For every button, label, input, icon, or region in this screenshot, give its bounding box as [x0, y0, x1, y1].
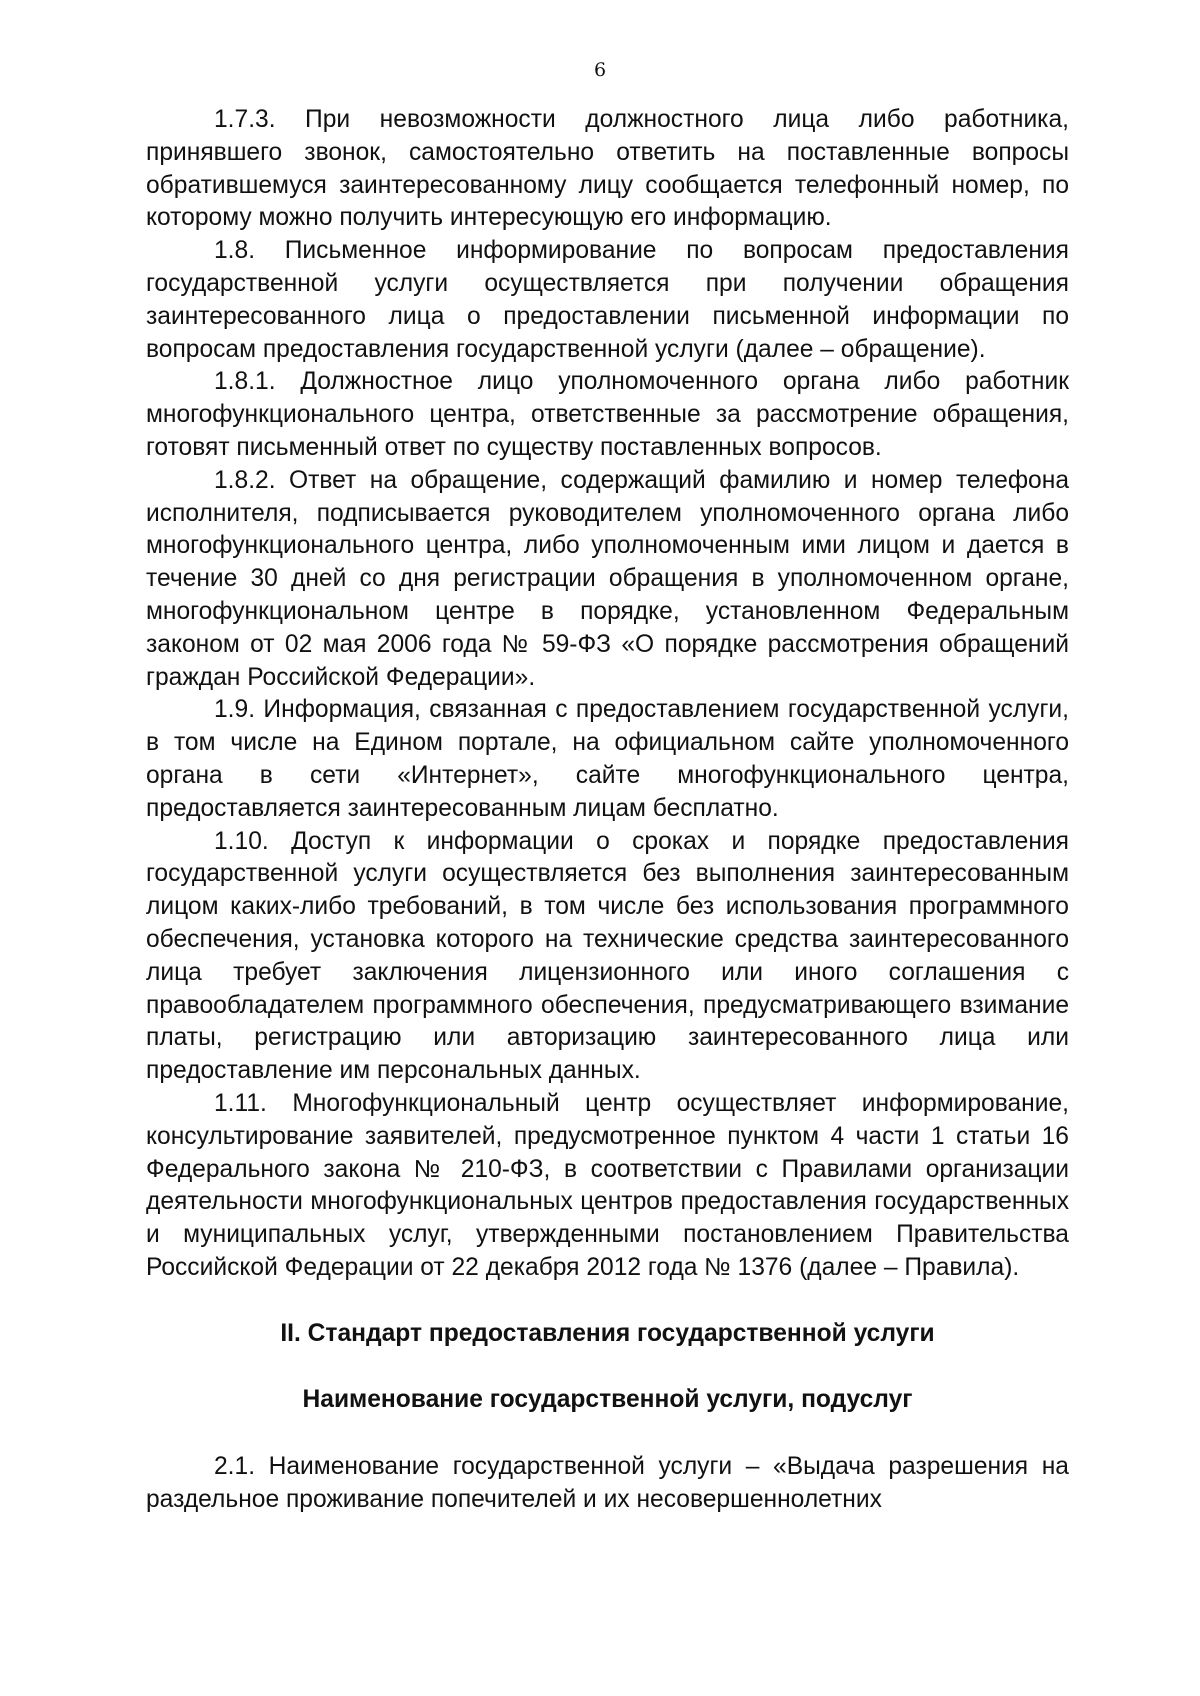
document-body: [146, 104, 1069, 1517]
paragraph-1-8-2: 1.8.2. Ответ на обращение, содержащий фамилию и номер телефона исполнителя, подписывается руководителем уполномоченного органа либо многофункционального центра, либо уполномоченным ими лицом и дается в течение 30 дней со дня регистрации обращения в уполномоченном органе, многофункциональном центре в порядке, установленном Федеральным законом от 02 мая 2006 года № 59-ФЗ «О порядке рассмотрения обращений граждан Российской Федерации».: [146, 466, 1069, 691]
paragraph-1-8-1: 1.8.1. Должностное лицо уполномоченного органа либо работник многофункционального центра, ответственные за рассмотрение обращения, готовят письменный ответ по существу поставленных вопросов.: [146, 368, 1069, 461]
page-number: 6: [593, 59, 607, 81]
paragraph-1-11: 1.11. Многофункциональный центр осуществляет информирование, консультирование заявителей, предусмотренное пунктом 4 части 1 статьи 16 Федерального закона № 210-ФЗ, в соответствии с Правилами организации деятельности многофункциональных центров предоставления государственных и муниципальных услуг, утвержденными постановлением Правительства Российской Федерации от 22 декабря 2012 года № 1376 (далее – Правила).: [146, 1089, 1069, 1281]
section-heading: II. Стандарт предоставления государственной услуги: [280, 1319, 935, 1347]
paragraph-1-7-3: 1.7.3. При невозможности должностного лица либо работника, принявшего звонок, самостоятельно ответить на поставленные вопросы обратившемуся заинтересованному лицу сообщается телефонный номер, по которому можно получить интересующую его информацию.: [146, 106, 1069, 232]
paragraph-2-1: 2.1. Наименование государственной услуги – «Выдача разрешения на раздельное проживание попечителей и их несовершеннолетних: [146, 1453, 1069, 1514]
paragraph-1-9: 1.9. Информация, связанная с предоставлением государственной услуги, в том числе на Едином портале, на официальном сайте уполномоченного органа в сети «Интернет», сайте многофункционального центра, предоставляется заинтересованным лицам бесплатно.: [146, 696, 1069, 822]
paragraph-1-10: 1.10. Доступ к информации о сроках и порядке предоставления государственной услуги осуществляется без выполнения заинтересованным лицом каких-либо требований, в том числе без использования программного обеспечения, установка которого на технические средства заинтересованного лица требует заключения лицензионного или иного соглашения с правообладателем программного обеспечения, предусматривающего взимание платы, регистрацию или авторизацию заинтересованного лица или предоставление им персональных данных.: [146, 827, 1069, 1085]
subsection-heading: Наименование государственной услуги, подуслуг: [302, 1386, 913, 1414]
paragraph-1-8: 1.8. Письменное информирование по вопросам предоставления государственной услуги осуществляется при получении обращения заинтересованного лица о предоставлении письменной информации по вопросам предоставления государственной услуги (далее – обращение).: [146, 237, 1069, 363]
